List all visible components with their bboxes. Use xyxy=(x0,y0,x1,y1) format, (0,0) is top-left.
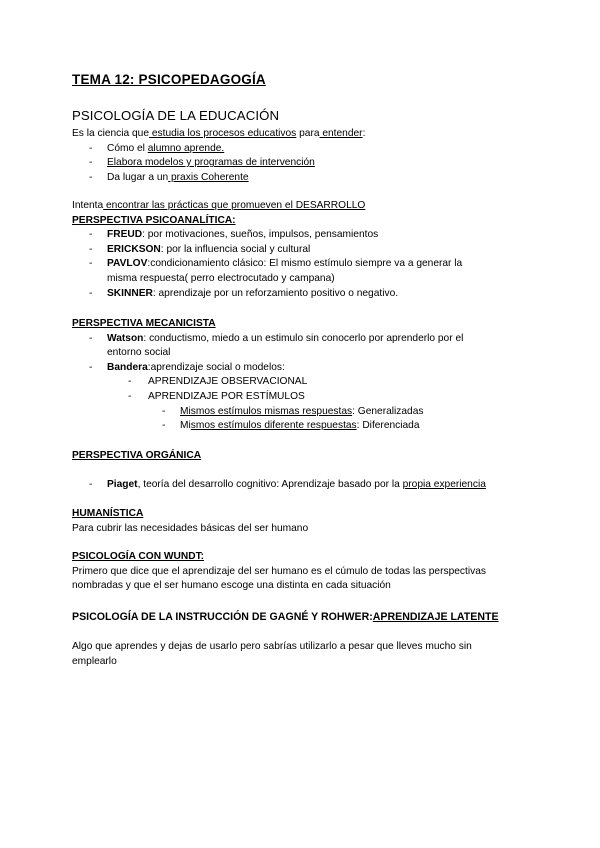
intenta-text: Intenta xyxy=(72,200,104,211)
list-item-text: : Diferenciada xyxy=(356,420,420,432)
intro-text-1: Es la ciencia que xyxy=(72,128,150,139)
heading-gagne-text: PSICOLOGÍA DE LA INSTRUCCIÓN DE GAGNÉ Y ROHWER: xyxy=(72,611,373,623)
bullet-dash: - xyxy=(89,332,93,344)
list-item-text: : conductismo, miedo a un estimulo sin conocerlo por aprenderlo por el xyxy=(143,332,464,344)
list-item-text: : aprendizaje por un reforzamiento positivo o negativo. xyxy=(152,287,399,299)
list-item-text: misma respuesta( perro electrocutado y campana) xyxy=(107,272,335,284)
bullet-dash: - xyxy=(128,390,132,402)
list-item-underlined: praxis Coherente xyxy=(168,171,249,183)
wundt-block xyxy=(72,550,532,594)
list-item xyxy=(72,171,532,186)
list-item xyxy=(72,156,532,171)
bullet-dash: - xyxy=(89,142,93,154)
intro-block xyxy=(72,127,532,185)
organica-item-block xyxy=(72,478,532,493)
list-item-underlined: Elabora modelos y programas de intervención xyxy=(107,157,315,169)
wundt-line-1: Primero que dice que el aprendizaje del ser humano es el cúmulo de todas las perspectivas xyxy=(72,565,486,577)
author-name: PAVLOV xyxy=(107,258,148,270)
intenta-line xyxy=(72,199,532,214)
heading-gagne xyxy=(72,610,532,625)
gagne-block xyxy=(72,610,532,625)
bullet-dash: - xyxy=(89,479,93,490)
sub-sub-list-item xyxy=(72,405,532,420)
author-name: Piaget xyxy=(107,479,138,490)
wundt-line-2: nombradas y que el ser humano escoge una distinta en cada situación xyxy=(72,580,391,592)
bullet-dash: - xyxy=(89,171,93,183)
list-item-text: :condicionamiento clásico: El mismo estímulo siempre va a generar la xyxy=(147,258,463,270)
heading-wundt: PSICOLOGÍA CON WUNDT: xyxy=(72,551,205,562)
list-item-text: entorno social xyxy=(107,347,171,359)
list-item-underlined: propia experiencia xyxy=(402,479,486,490)
intro-text-3: : xyxy=(362,128,366,139)
list-item-underlined: Mismos estímulos mismas respuestas xyxy=(180,405,353,417)
bullet-dash: - xyxy=(89,361,93,373)
intenta-underlined: encontrar las prácticas que promueven el DESARROLLO xyxy=(103,200,366,211)
list-item-text: Da lugar a un xyxy=(107,171,169,183)
list-item-text: APRENDIZAJE POR ESTÍMULOS xyxy=(148,390,305,402)
list-item xyxy=(72,228,532,243)
list-item xyxy=(72,287,532,302)
gagne-line-2: emplearlo xyxy=(72,655,117,667)
intro-text-2: para xyxy=(296,128,320,139)
bullet-dash: - xyxy=(89,258,93,270)
list-item xyxy=(72,142,532,157)
list-item-underlined: smos estímulos diferente respuestas xyxy=(190,420,357,432)
bullet-dash: - xyxy=(89,229,93,241)
page-title: TEMA 12: PSICOPEDAGOGÍA xyxy=(72,72,266,87)
bullet-dash: - xyxy=(89,287,93,299)
list-item xyxy=(72,478,532,493)
list-item-text: Mi xyxy=(180,420,191,432)
list-item-underlined: alumno aprende. xyxy=(147,142,225,154)
list-item-text: APRENDIZAJE OBSERVACIONAL xyxy=(148,376,308,388)
bullet-dash: - xyxy=(89,243,93,255)
sub-sub-list-item xyxy=(72,419,532,434)
sub-list-item xyxy=(72,390,532,405)
bullet-dash: - xyxy=(162,420,166,432)
heading-humanistica: HUMANÍSTICA xyxy=(72,508,144,519)
psicoanalitica-block xyxy=(72,199,532,301)
heading-organica: PERSPECTIVA ORGÁNICA xyxy=(72,450,202,461)
gagne-line-1: Algo que aprendes y dejas de usarlo pero sabrías utilizarlo a pesar que lleves mucho sin xyxy=(72,641,472,652)
list-item-continuation xyxy=(72,346,532,361)
list-item xyxy=(72,257,532,272)
heading-gagne-underlined: APRENDIZAJE LATENTE xyxy=(372,611,499,623)
intro-underlined-1: estudia los procesos educativos xyxy=(149,128,297,139)
humanistica-block xyxy=(72,507,532,536)
organica-block xyxy=(72,449,532,464)
author-name: ERICKSON xyxy=(107,243,161,255)
author-name: FREUD xyxy=(107,229,143,241)
humanistica-text: Para cubrir las necesidades básicas del ser humano xyxy=(72,522,309,534)
list-item xyxy=(72,243,532,258)
sub-list-item xyxy=(72,375,532,390)
author-name: Bandera xyxy=(107,361,148,373)
section-heading-educacion: PSICOLOGÍA DE LA EDUCACIÓN xyxy=(72,108,280,123)
list-item-text: :aprendizaje social o modelos: xyxy=(147,361,285,373)
list-item xyxy=(72,332,532,347)
list-item xyxy=(72,361,532,376)
list-item-text: Cómo el xyxy=(107,142,148,154)
heading-psicoanalitica: PERSPECTIVA PSICOANALÍTICA: xyxy=(72,214,236,226)
gagne-text-block xyxy=(72,640,532,669)
list-item-text: : por la influencia social y cultural xyxy=(160,243,311,255)
list-item-text: : Generalizadas xyxy=(352,405,424,417)
heading-mecanicista: PERSPECTIVA MECANICISTA xyxy=(72,318,216,329)
author-name: Watson xyxy=(107,332,144,344)
intro-underlined-2: entender xyxy=(319,128,363,139)
bullet-dash: - xyxy=(128,376,132,388)
intro-line xyxy=(72,127,532,142)
bullet-dash: - xyxy=(162,405,166,417)
list-item-continuation xyxy=(72,272,532,287)
mecanicista-block xyxy=(72,317,532,434)
bullet-dash: - xyxy=(89,157,93,169)
author-name: SKINNER xyxy=(107,287,153,299)
list-item-text: , teoría del desarrollo cognitivo: Aprendizaje basado por la xyxy=(137,479,403,490)
list-item-text: : por motivaciones, sueños, impulsos, pensamientos xyxy=(142,229,379,241)
